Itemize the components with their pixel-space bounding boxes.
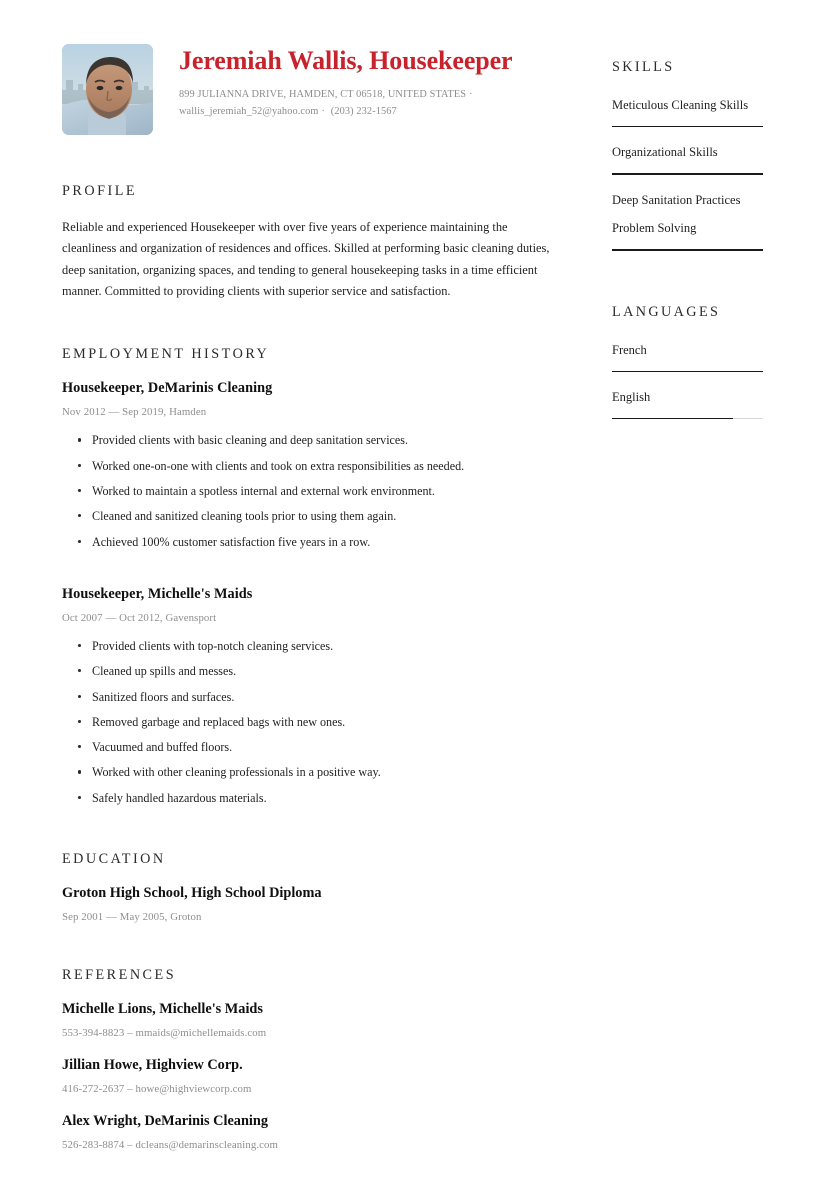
language-rating-bar — [612, 371, 763, 373]
skill-item — [612, 192, 784, 210]
list-item: Worked to maintain a spotless internal and external work environment. — [62, 483, 564, 499]
language-rating-fill — [612, 371, 763, 373]
reference-contact[interactable]: 526-283-8874 – dcleans@demarinscleaning.com — [62, 1139, 279, 1152]
education-entry — [62, 885, 564, 923]
languages-heading: LANGUAGES — [612, 303, 721, 320]
contact-email[interactable]: wallis_jeremiah_52@yahoo.com — [179, 105, 319, 117]
references-section — [62, 967, 564, 1151]
skill-rating-fill — [612, 249, 763, 251]
reference-entry — [62, 1113, 564, 1151]
main-column — [62, 44, 574, 1169]
references-heading: REFERENCES — [62, 967, 177, 984]
reference-name: Alex Wright, DeMarinis Cleaning — [62, 1113, 268, 1130]
contact-phone[interactable]: (203) 232-1567 — [330, 105, 397, 117]
language-item — [612, 342, 784, 372]
contact-info — [179, 87, 564, 120]
contact-separator-2: · — [321, 105, 326, 117]
job-meta: Nov 2012 — Sep 2019, Hamden — [62, 406, 207, 419]
job-bullets — [62, 432, 564, 550]
language-label: English — [612, 390, 651, 405]
education-title: Groton High School, High School Diploma — [62, 885, 322, 902]
education-section — [62, 851, 564, 923]
skill-rating-bar — [612, 249, 763, 251]
list-item: Cleaned and sanitized cleaning tools prior to using them again. — [62, 508, 564, 524]
skill-item — [612, 220, 784, 250]
list-item: Vacuumed and buffed floors. — [62, 739, 564, 755]
reference-entry — [62, 1001, 564, 1039]
job-title: Housekeeper, Michelle's Maids — [62, 585, 253, 602]
language-label: French — [612, 342, 647, 357]
skill-rating-fill — [612, 173, 763, 175]
languages-section — [612, 304, 784, 420]
skill-item — [612, 144, 784, 174]
education-heading: EDUCATION — [62, 851, 166, 868]
reference-entry — [62, 1057, 564, 1095]
skill-label: Deep Sanitation Practices — [612, 192, 741, 207]
employment-section — [62, 346, 564, 806]
list-item: Removed garbage and replaced bags with new ones. — [62, 714, 564, 730]
language-rating-bar — [612, 418, 763, 420]
job-entry — [62, 380, 564, 550]
skill-label: Meticulous Cleaning Skills — [612, 98, 749, 112]
education-meta: Sep 2001 — May 2005, Groton — [62, 911, 202, 924]
language-rating-fill — [612, 418, 733, 420]
contact-separator-1: · — [469, 88, 473, 100]
reference-name: Michelle Lions, Michelle's Maids — [62, 1001, 263, 1018]
spacer — [62, 931, 564, 967]
list-item: Provided clients with top-notch cleaning services. — [62, 638, 564, 654]
job-bullets — [62, 638, 564, 806]
skill-rating-bar — [612, 126, 763, 128]
employment-heading: EMPLOYMENT HISTORY — [62, 346, 270, 363]
job-meta: Oct 2007 — Oct 2012, Gavensport — [62, 611, 217, 624]
profile-text: Reliable and experienced Housekeeper with over five years of experience maintaining the cleanliness and organization of residences and offices. Skilled at performing basic cleaning duties, deep sanitation, organizing spaces, and tending to general housekeeping tasks in a time efficient manner. Committed to providing clients with superior service and satisfaction. — [62, 220, 550, 298]
list-item: Provided clients with basic cleaning and deep sanitation services. — [62, 432, 564, 448]
list-item: Safely handled hazardous materials. — [62, 790, 564, 806]
header-text — [179, 44, 564, 120]
list-item: Sanitized floors and surfaces. — [62, 689, 564, 705]
job-entry — [62, 586, 564, 806]
spacer — [612, 268, 784, 304]
reference-contact[interactable]: 416-272-2637 – howe@highviewcorp.com — [62, 1083, 252, 1096]
skill-label: Organizational Skills — [612, 145, 718, 160]
list-item: Worked with other cleaning professionals in a positive way. — [62, 764, 564, 780]
language-item — [612, 389, 784, 419]
skill-rating-bar — [612, 173, 763, 175]
sidebar-column — [612, 44, 784, 436]
resume-header — [62, 44, 564, 135]
profile-section — [62, 183, 564, 302]
list-item: Cleaned up spills and messes. — [62, 663, 564, 679]
spacer — [62, 815, 564, 851]
skill-rating-fill — [612, 126, 763, 128]
page-title: Jeremiah Wallis, Housekeeper — [179, 46, 513, 75]
contact-address: 899 JULIANNA DRIVE, HAMDEN, CT 06518, UNITED STATES — [179, 88, 467, 100]
skills-section — [612, 59, 784, 251]
skill-label: Problem Solving — [612, 221, 697, 236]
list-item: Worked one-on-one with clients and took on extra responsibilities as needed. — [62, 458, 564, 474]
job-title: Housekeeper, DeMarinis Cleaning — [62, 380, 273, 397]
skills-heading: SKILLS — [612, 59, 675, 75]
spacer — [62, 559, 564, 586]
skill-item — [612, 97, 784, 127]
profile-heading: PROFILE — [62, 183, 138, 199]
reference-name: Jillian Howe, Highview Corp. — [62, 1057, 243, 1074]
spacer — [62, 310, 564, 346]
profile-photo — [62, 44, 153, 135]
reference-contact[interactable]: 553-394-8823 – mmaids@michellemaids.com — [62, 1027, 267, 1040]
list-item: Achieved 100% customer satisfaction five years in a row. — [62, 534, 564, 550]
